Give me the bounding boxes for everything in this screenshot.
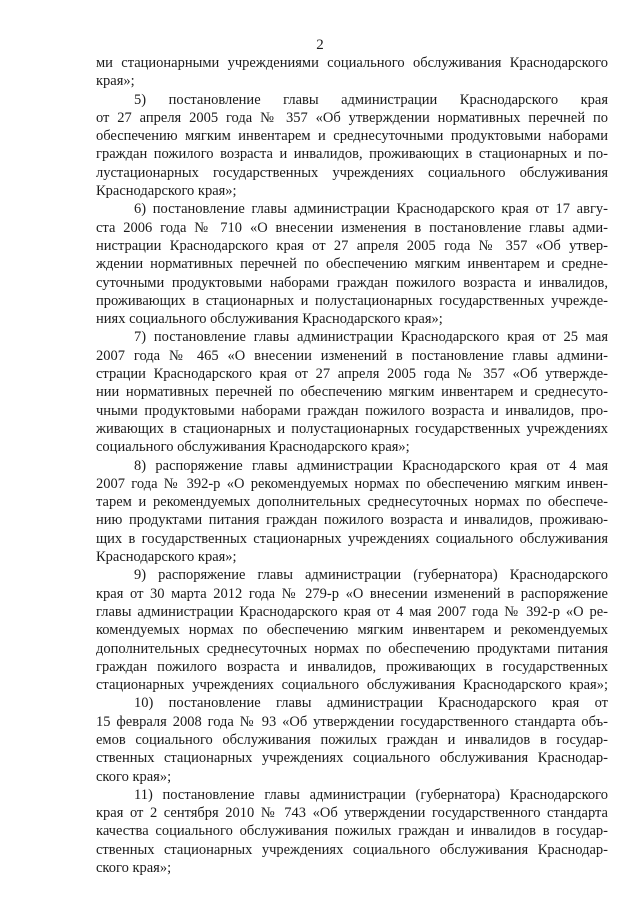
text-line: 2007 года № 392-р «О рекомендуемых нормах по обеспечению мягким инвен- <box>96 475 608 492</box>
text-line: страции Краснодарского края от 27 апреля 2005 года № 357 «Об утвержде- <box>96 366 608 383</box>
text-line: дополнительных среднесуточных нормах по обеспечению продуктами питания <box>96 640 608 657</box>
text-line: 9) распоряжение главы администрации (губернатора) Краснодарского <box>134 567 608 584</box>
text-line: комендуемых нормах по обеспечению мягким инвентарем и рекомендуемых <box>96 622 608 639</box>
text-line: края»; <box>96 73 135 90</box>
text-line: 6) постановление главы администрации Краснодарского края от 17 авгу- <box>134 201 608 218</box>
text-line: ниях социального обслуживания Краснодарского края»; <box>96 311 443 328</box>
text-line: 10) постановление главы администрации Краснодарского края от <box>134 695 608 712</box>
text-line: живающих в стационарных и полустационарных государственных учреждениях <box>96 420 608 437</box>
text-line: нии нормативных перечней по обеспечению мягким инвентарем и среднесуто- <box>96 384 608 401</box>
text-line: ста 2006 года № 710 «О внесении изменения в постановление главы адми- <box>96 219 608 236</box>
text-line: от 27 апреля 2005 года № 357 «Об утверждении нормативных перечней по <box>96 109 608 126</box>
text-line: ственных стационарных учреждениях социального обслуживания Краснодар- <box>96 841 608 858</box>
text-line: емов социального обслуживания пожилых граждан и инвалидов в государ- <box>96 731 608 748</box>
text-line: ственных стационарных учреждениях социального обслуживания Краснодар- <box>96 750 608 767</box>
text-line: 5) постановление главы администрации Краснодарского края <box>134 91 608 108</box>
text-line: тарем и рекомендуемых дополнительных среднесуточных нормах по обеспече- <box>96 494 608 511</box>
page-number: 2 <box>316 37 324 53</box>
text-line: чными продуктовыми наборами граждан пожилого возраста и инвалидов, про- <box>96 402 608 419</box>
text-line: ждении нормативных перечней по обеспечению мягким инвентарем и средне- <box>96 256 608 273</box>
text-line: края от 30 марта 2012 года № 279-р «О внесении изменений в распоряжение <box>96 585 608 602</box>
text-line: качества социального обслуживания пожилых граждан и инвалидов в государ- <box>96 823 608 840</box>
text-line: 8) распоряжение главы администрации Краснодарского края от 4 мая <box>134 457 608 474</box>
text-line: граждан пожилого возраста и инвалидов, проживающих в стационарных и по- <box>96 146 608 163</box>
text-line: граждан пожилого возраста и инвалидов, проживающих в государственных <box>96 658 608 675</box>
text-line: Краснодарского края»; <box>96 183 237 200</box>
text-line: 2007 года № 465 «О внесении изменений в постановление главы админи- <box>96 347 608 364</box>
text-line: щих в государственных стационарных учреждениях социального обслуживания <box>96 530 608 547</box>
text-line: суточными продуктовыми наборами граждан пожилого возраста и инвалидов, <box>96 274 608 291</box>
text-line: ского края»; <box>96 860 172 877</box>
text-line: нию продуктами питания граждан пожилого возраста и инвалидов, проживаю- <box>96 512 608 529</box>
text-line: края от 2 сентября 2010 № 743 «Об утверждении государственного стандарта <box>96 805 608 822</box>
text-line: ского края»; <box>96 768 172 785</box>
text-line: стационарных учреждениях социального обслуживания Краснодарского края»; <box>96 677 608 694</box>
text-line: 11) постановление главы администрации (губернатора) Краснодарского <box>134 786 608 803</box>
text-line: обеспечению мягким инвентарем и среднесуточными продуктовыми наборами <box>96 128 608 145</box>
text-line: 7) постановление главы администрации Краснодарского края от 25 мая <box>134 329 608 346</box>
text-line: социального обслуживания Краснодарского края»; <box>96 439 410 456</box>
text-line: нистрации Краснодарского края от 27 апреля 2005 года № 357 «Об утвер- <box>96 237 608 254</box>
text-line: главы администрации Краснодарского края от 4 мая 2007 года № 392-р «О ре- <box>96 603 608 620</box>
text-line: 15 февраля 2008 года № 93 «Об утверждении государственного стандарта объ- <box>96 713 608 730</box>
text-line: ми стационарными учреждениями социального обслуживания Краснодарского <box>96 55 608 71</box>
text-line: лустационарных государственных учреждениях социального обслуживания <box>96 164 608 181</box>
text-line: Краснодарского края»; <box>96 549 237 566</box>
document-body <box>96 54 608 877</box>
text-line: проживающих в стационарных и полустационарных государственных учрежде- <box>96 292 608 309</box>
